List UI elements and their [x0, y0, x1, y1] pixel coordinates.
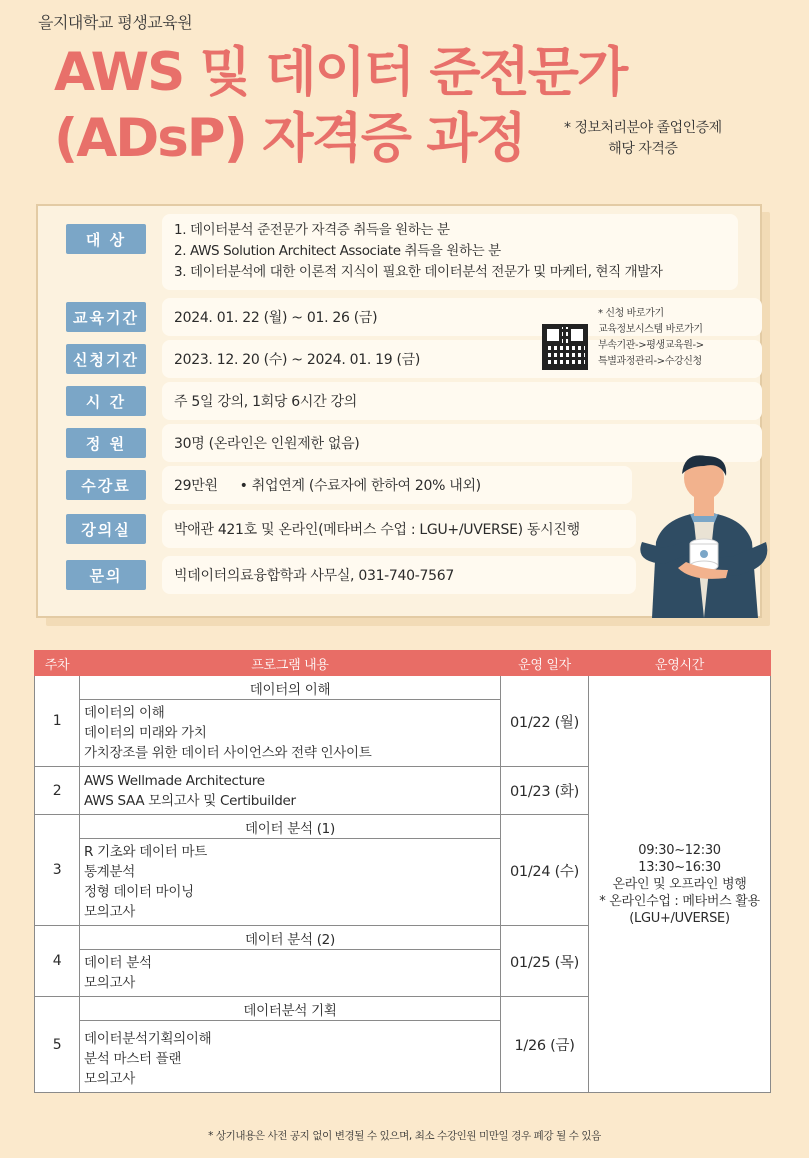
- week-subtitle: 데이터분석 기획: [80, 997, 501, 1021]
- room-value: 박애관 421호 및 온라인(메타버스 수업 : LGU+/UVERSE) 동시진행: [162, 510, 636, 548]
- item: 모의고사: [84, 904, 135, 920]
- week-number: 3: [35, 815, 80, 926]
- col-program: 프로그램 내용: [80, 651, 501, 676]
- time-line-1: 09:30~12:30: [638, 842, 721, 858]
- item: 데이터의 미래와 가치: [84, 725, 207, 741]
- week-date: 01/22 (월): [501, 676, 589, 767]
- label-contact: 문의: [66, 560, 146, 590]
- label-time: 시 간: [66, 386, 146, 416]
- week-date: 01/25 (목): [501, 926, 589, 997]
- week-items: [80, 950, 501, 997]
- col-week: 주차: [35, 651, 80, 676]
- time-line-4: * 온라인수업 : 메타버스 활용: [599, 893, 760, 909]
- schedule-table: [34, 650, 771, 1093]
- org-name: 을지대학교 평생교육원: [38, 13, 193, 32]
- person-illustration: [634, 452, 774, 618]
- target-line-2: 2. AWS Solution Architect Associate 취득을 원하는 분: [174, 243, 501, 259]
- qr-line-1: * 신청 바로가기: [598, 308, 664, 319]
- qr-line-4: 특별과정관리->수강신청: [598, 356, 702, 367]
- col-time: 운영시간: [589, 651, 771, 676]
- capacity-value: 30명 (온라인은 인원제한 없음): [162, 424, 762, 462]
- footer-note: * 상기내용은 사전 공지 없이 변경될 수 있으며, 최소 수강인원 미만일 경우 폐강 될 수 있음: [208, 1130, 601, 1142]
- time-line-2: 13:30~16:30: [638, 859, 721, 875]
- item: 통계분석: [84, 864, 135, 880]
- week-number: 2: [35, 767, 80, 815]
- target-line-3: 3. 데이터분석에 대한 이론적 지식이 필요한 데이터분석 전문가 및 마케터, 현직 개발자: [174, 264, 663, 280]
- item: 데이터의 이해: [84, 705, 165, 721]
- page-title: [54, 40, 626, 172]
- week-subtitle: 데이터 분석 (2): [80, 926, 501, 950]
- week-items: [80, 1021, 501, 1093]
- label-period: 교육기간: [66, 302, 146, 332]
- item: AWS SAA 모의고사 및 Certibuilder: [84, 792, 296, 809]
- fee-extra: • 취업연계 (수료자에 한하여 20% 내외): [239, 478, 481, 494]
- cert-note: [564, 118, 722, 160]
- cert-note-line-1: * 정보처리분야 졸업인증제: [564, 120, 722, 136]
- item: R 기초와 데이터 마트: [84, 844, 207, 860]
- label-fee: 수강료: [66, 470, 146, 500]
- item: AWS Wellmade Architecture: [84, 772, 265, 789]
- week-number: 5: [35, 997, 80, 1093]
- label-target: 대 상: [66, 224, 146, 254]
- item: 가치장조를 위한 데이터 사이언스와 전략 인사이트: [84, 745, 372, 761]
- week-items: [80, 839, 501, 926]
- week-date: 1/26 (금): [501, 997, 589, 1093]
- table-row: [35, 676, 771, 700]
- label-apply: 신청기간: [66, 344, 146, 374]
- period-value: 2024. 01. 22 (월) ~ 01. 26 (금): [162, 298, 762, 336]
- label-capacity: 정 원: [66, 428, 146, 458]
- item: 데이터분석기획의이해: [84, 1031, 212, 1047]
- item: 모의고사: [84, 975, 135, 991]
- target-line-1: 1. 데이터분석 준전문가 자격증 취득을 원하는 분: [174, 222, 450, 238]
- qr-text: [598, 306, 704, 370]
- week-items: [80, 767, 501, 815]
- col-date: 운영 일자: [501, 651, 589, 676]
- time-line-3: 온라인 및 오프라인 병행: [612, 876, 747, 892]
- item: 모의고사: [84, 1071, 135, 1087]
- qr-line-2: 교육정보시스템 바로가기: [598, 324, 703, 335]
- title-line-2: (ADsP) 자격증 과정: [54, 108, 525, 169]
- week-items: [80, 700, 501, 767]
- week-subtitle: 데이터의 이해: [80, 676, 501, 700]
- cert-note-line-2: 해당 자격증: [608, 141, 678, 157]
- week-subtitle: 데이터 분석 (1): [80, 815, 501, 839]
- item: 데이터 분석: [84, 955, 152, 971]
- week-number: 4: [35, 926, 80, 997]
- title-line-1: AWS 및 데이터 준전문가: [54, 42, 627, 103]
- qr-block: [542, 306, 742, 382]
- label-room: 강의실: [66, 514, 146, 544]
- table-header-row: [35, 651, 771, 676]
- time-value: 주 5일 강의, 1회당 6시간 강의: [162, 382, 762, 420]
- qr-code-icon[interactable]: [542, 324, 588, 370]
- week-date: 01/23 (화): [501, 767, 589, 815]
- week-date: 01/24 (수): [501, 815, 589, 926]
- item: 분석 마스터 플랜: [84, 1051, 182, 1067]
- week-number: 1: [35, 676, 80, 767]
- time-line-5: (LGU+/UVERSE): [629, 910, 730, 926]
- qr-line-3: 부속기관->평생교육원->: [598, 340, 704, 351]
- fee-value: [162, 466, 632, 504]
- fee-amount: 29만원: [174, 478, 218, 494]
- target-value: [162, 214, 738, 290]
- operating-time: [589, 676, 771, 1093]
- contact-value: 빅데이터의료융합학과 사무실, 031-740-7567: [162, 556, 636, 594]
- item: 정형 데이터 마이닝: [84, 884, 194, 900]
- apply-value: 2023. 12. 20 (수) ~ 2024. 01. 19 (금): [162, 340, 762, 378]
